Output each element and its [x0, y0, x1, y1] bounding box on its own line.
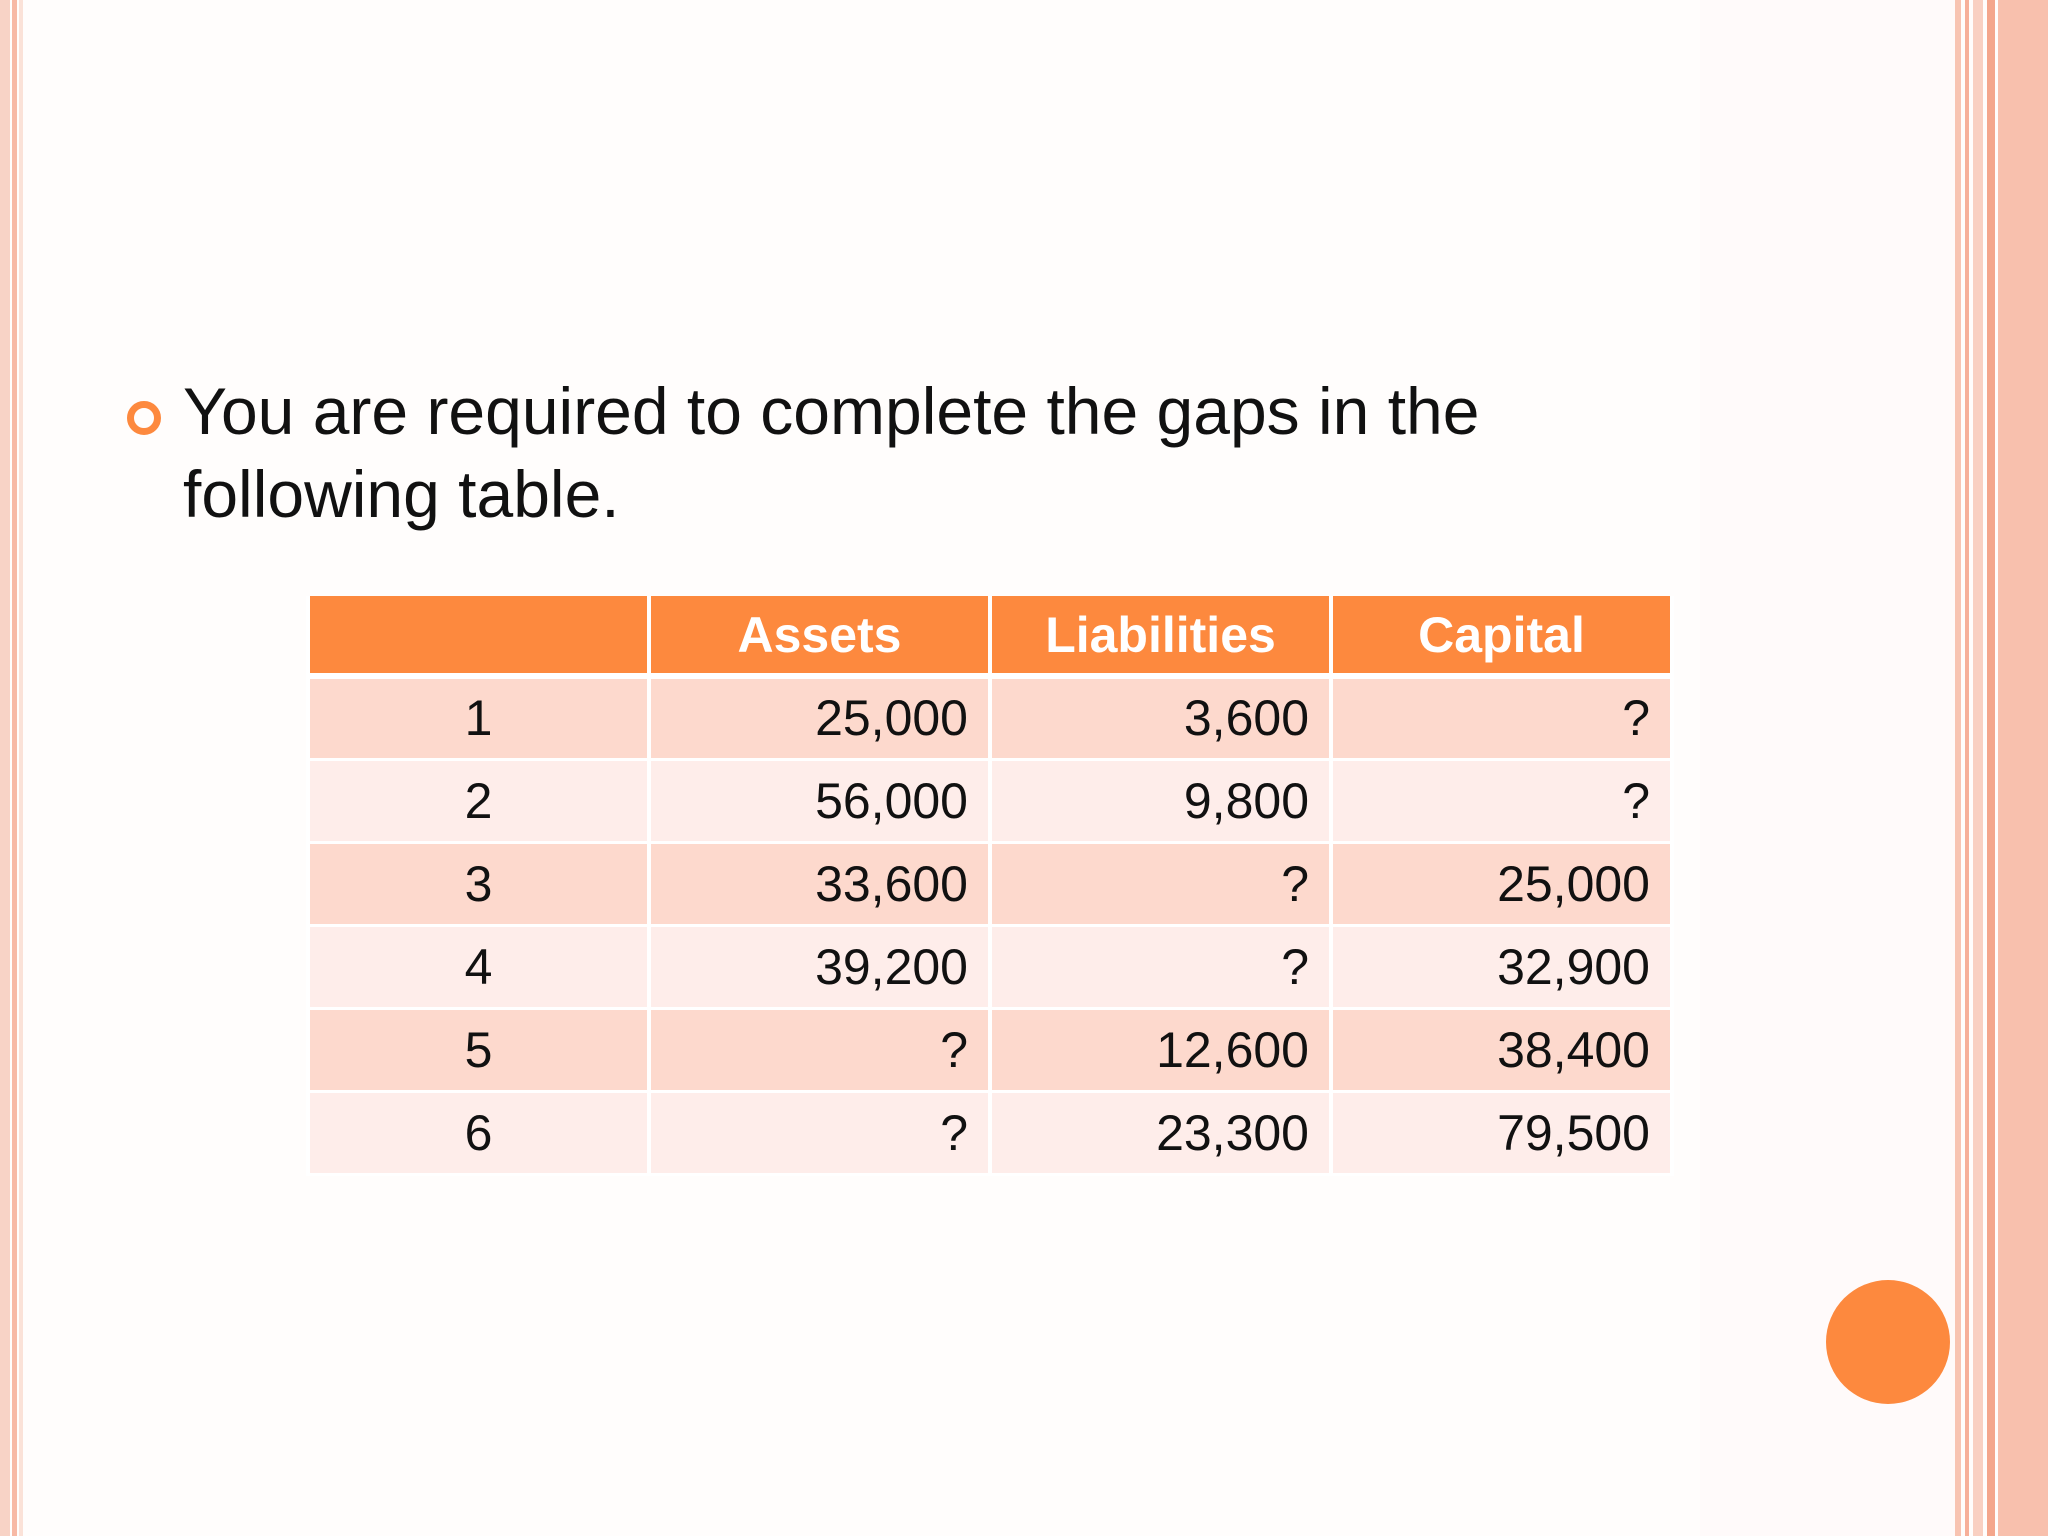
assets-cell: 33,600 — [649, 842, 990, 925]
header-cell-assets: Assets — [649, 596, 990, 676]
table-row — [308, 925, 1672, 1008]
assets-cell: ? — [649, 1091, 990, 1174]
capital-cell: ? — [1331, 759, 1672, 842]
right-border-stripe — [1973, 0, 1983, 1536]
right-border-stripe — [1998, 0, 2048, 1536]
liabilities-cell: 12,600 — [990, 1008, 1331, 1091]
capital-cell: ? — [1331, 676, 1672, 759]
right-border-stripe — [1965, 0, 1969, 1536]
liabilities-cell: ? — [990, 925, 1331, 1008]
decorative-circle — [1826, 1280, 1950, 1404]
header-cell-liabilities: Liabilities — [990, 596, 1331, 676]
table-row — [308, 842, 1672, 925]
table-row — [308, 676, 1672, 759]
assets-cell: 39,200 — [649, 925, 990, 1008]
capital-cell: 32,900 — [1331, 925, 1672, 1008]
row-number-cell: 2 — [308, 759, 649, 842]
table-row — [308, 759, 1672, 842]
bullet-text — [183, 370, 1603, 536]
right-border-stripe — [1955, 0, 1961, 1536]
bullet-text-line-2: following table. — [183, 457, 620, 531]
left-border-stripe — [0, 0, 10, 1536]
assets-cell: ? — [649, 1008, 990, 1091]
capital-cell: 25,000 — [1331, 842, 1672, 925]
table-row — [308, 1091, 1672, 1174]
right-border-stripe — [1987, 0, 1995, 1536]
capital-cell: 38,400 — [1331, 1008, 1672, 1091]
liabilities-cell: 3,600 — [990, 676, 1331, 759]
header-cell-capital: Capital — [1331, 596, 1672, 676]
gaps-table — [306, 596, 1674, 1176]
bullet-ring-icon — [127, 401, 161, 435]
liabilities-cell: 23,300 — [990, 1091, 1331, 1174]
assets-cell: 25,000 — [649, 676, 990, 759]
liabilities-cell: ? — [990, 842, 1331, 925]
assets-cell: 56,000 — [649, 759, 990, 842]
liabilities-cell: 9,800 — [990, 759, 1331, 842]
row-number-cell: 6 — [308, 1091, 649, 1174]
table-header-row — [308, 596, 1672, 676]
row-number-cell: 1 — [308, 676, 649, 759]
bullet-text-line-1: You are required to complete the gaps in the — [183, 374, 1480, 448]
row-number-cell: 5 — [308, 1008, 649, 1091]
table-row — [308, 1008, 1672, 1091]
left-border-stripe — [12, 0, 17, 1536]
row-number-cell: 4 — [308, 925, 649, 1008]
left-border-stripe — [19, 0, 23, 1536]
header-cell-blank — [308, 596, 649, 676]
row-number-cell: 3 — [308, 842, 649, 925]
capital-cell: 79,500 — [1331, 1091, 1672, 1174]
